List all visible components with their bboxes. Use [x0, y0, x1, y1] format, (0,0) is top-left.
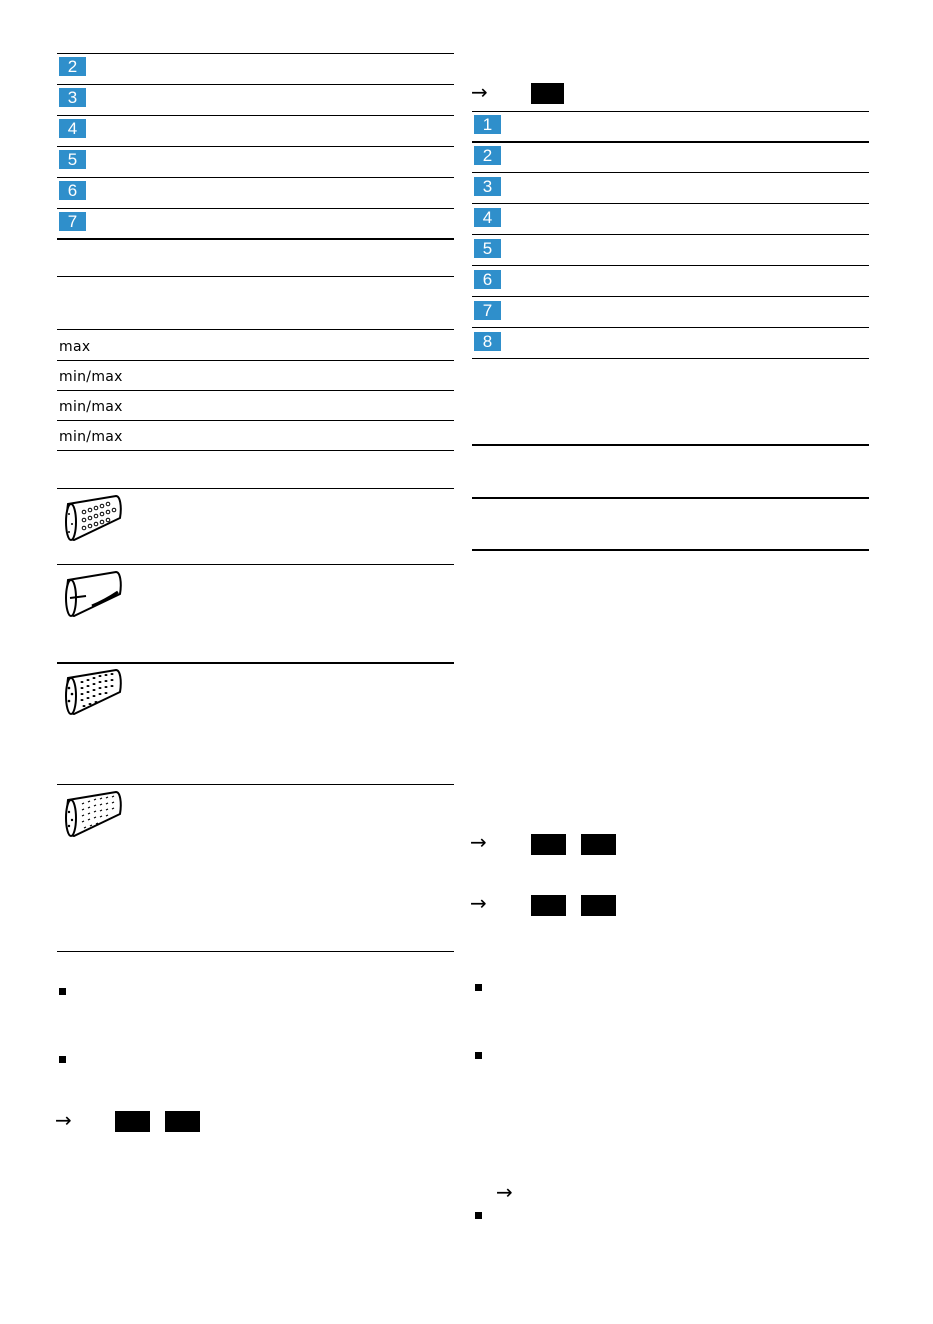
speed-setting-label: max — [59, 339, 91, 355]
divider — [472, 327, 869, 328]
figure-reference-box — [531, 895, 566, 916]
arrow-icon: → — [470, 830, 487, 854]
speed-setting-label: min/max — [59, 429, 123, 445]
divider — [57, 238, 454, 240]
divider — [57, 115, 454, 116]
number-badge: 2 — [59, 57, 86, 76]
divider — [57, 488, 454, 489]
divider — [57, 146, 454, 147]
divider — [472, 172, 869, 173]
bullet-point — [59, 988, 66, 995]
bullet-point — [475, 984, 482, 991]
figure-reference-box — [581, 895, 616, 916]
number-badge: 2 — [474, 146, 501, 165]
bullet-point — [475, 1052, 482, 1059]
arrow-icon: → — [496, 1180, 513, 1204]
figure-reference-box — [165, 1111, 200, 1132]
divider — [472, 203, 869, 204]
speed-setting-label: min/max — [59, 399, 123, 415]
number-badge: 1 — [474, 115, 501, 134]
number-badge: 7 — [474, 301, 501, 320]
number-badge: 5 — [59, 150, 86, 169]
bullet-point — [59, 1056, 66, 1063]
number-badge: 8 — [474, 332, 501, 351]
divider — [57, 177, 454, 178]
divider — [57, 360, 454, 361]
divider — [57, 564, 454, 565]
arrow-icon: → — [55, 1108, 72, 1132]
divider — [57, 53, 454, 54]
arrow-icon: → — [471, 80, 488, 104]
figure-reference-box — [115, 1111, 150, 1132]
figure-reference-box — [581, 834, 616, 855]
coarse-grater-drum-icon — [62, 668, 124, 718]
divider — [57, 662, 454, 664]
number-badge: 3 — [59, 88, 86, 107]
medium-grater-drum-icon — [62, 790, 124, 840]
divider — [57, 84, 454, 85]
divider — [57, 420, 454, 421]
divider — [57, 784, 454, 785]
divider — [472, 296, 869, 297]
number-badge: 5 — [474, 239, 501, 258]
slicing-drum-icon — [62, 570, 124, 620]
divider — [472, 497, 869, 499]
divider — [472, 358, 869, 359]
divider — [57, 329, 454, 330]
divider — [57, 208, 454, 209]
number-badge: 7 — [59, 212, 86, 231]
fine-grater-drum-icon — [62, 494, 124, 544]
number-badge: 6 — [59, 181, 86, 200]
divider — [57, 276, 454, 277]
divider — [57, 951, 454, 952]
figure-reference-box — [531, 83, 564, 104]
divider — [472, 234, 869, 235]
divider — [472, 141, 869, 143]
figure-reference-box — [531, 834, 566, 855]
number-badge: 4 — [474, 208, 501, 227]
bullet-point — [475, 1212, 482, 1219]
divider — [57, 450, 454, 451]
divider — [472, 111, 869, 112]
divider — [472, 265, 869, 266]
divider — [57, 390, 454, 391]
arrow-icon: → — [470, 891, 487, 915]
speed-setting-label: min/max — [59, 369, 123, 385]
number-badge: 6 — [474, 270, 501, 289]
number-badge: 4 — [59, 119, 86, 138]
divider — [472, 444, 869, 446]
number-badge: 3 — [474, 177, 501, 196]
divider — [472, 549, 869, 551]
